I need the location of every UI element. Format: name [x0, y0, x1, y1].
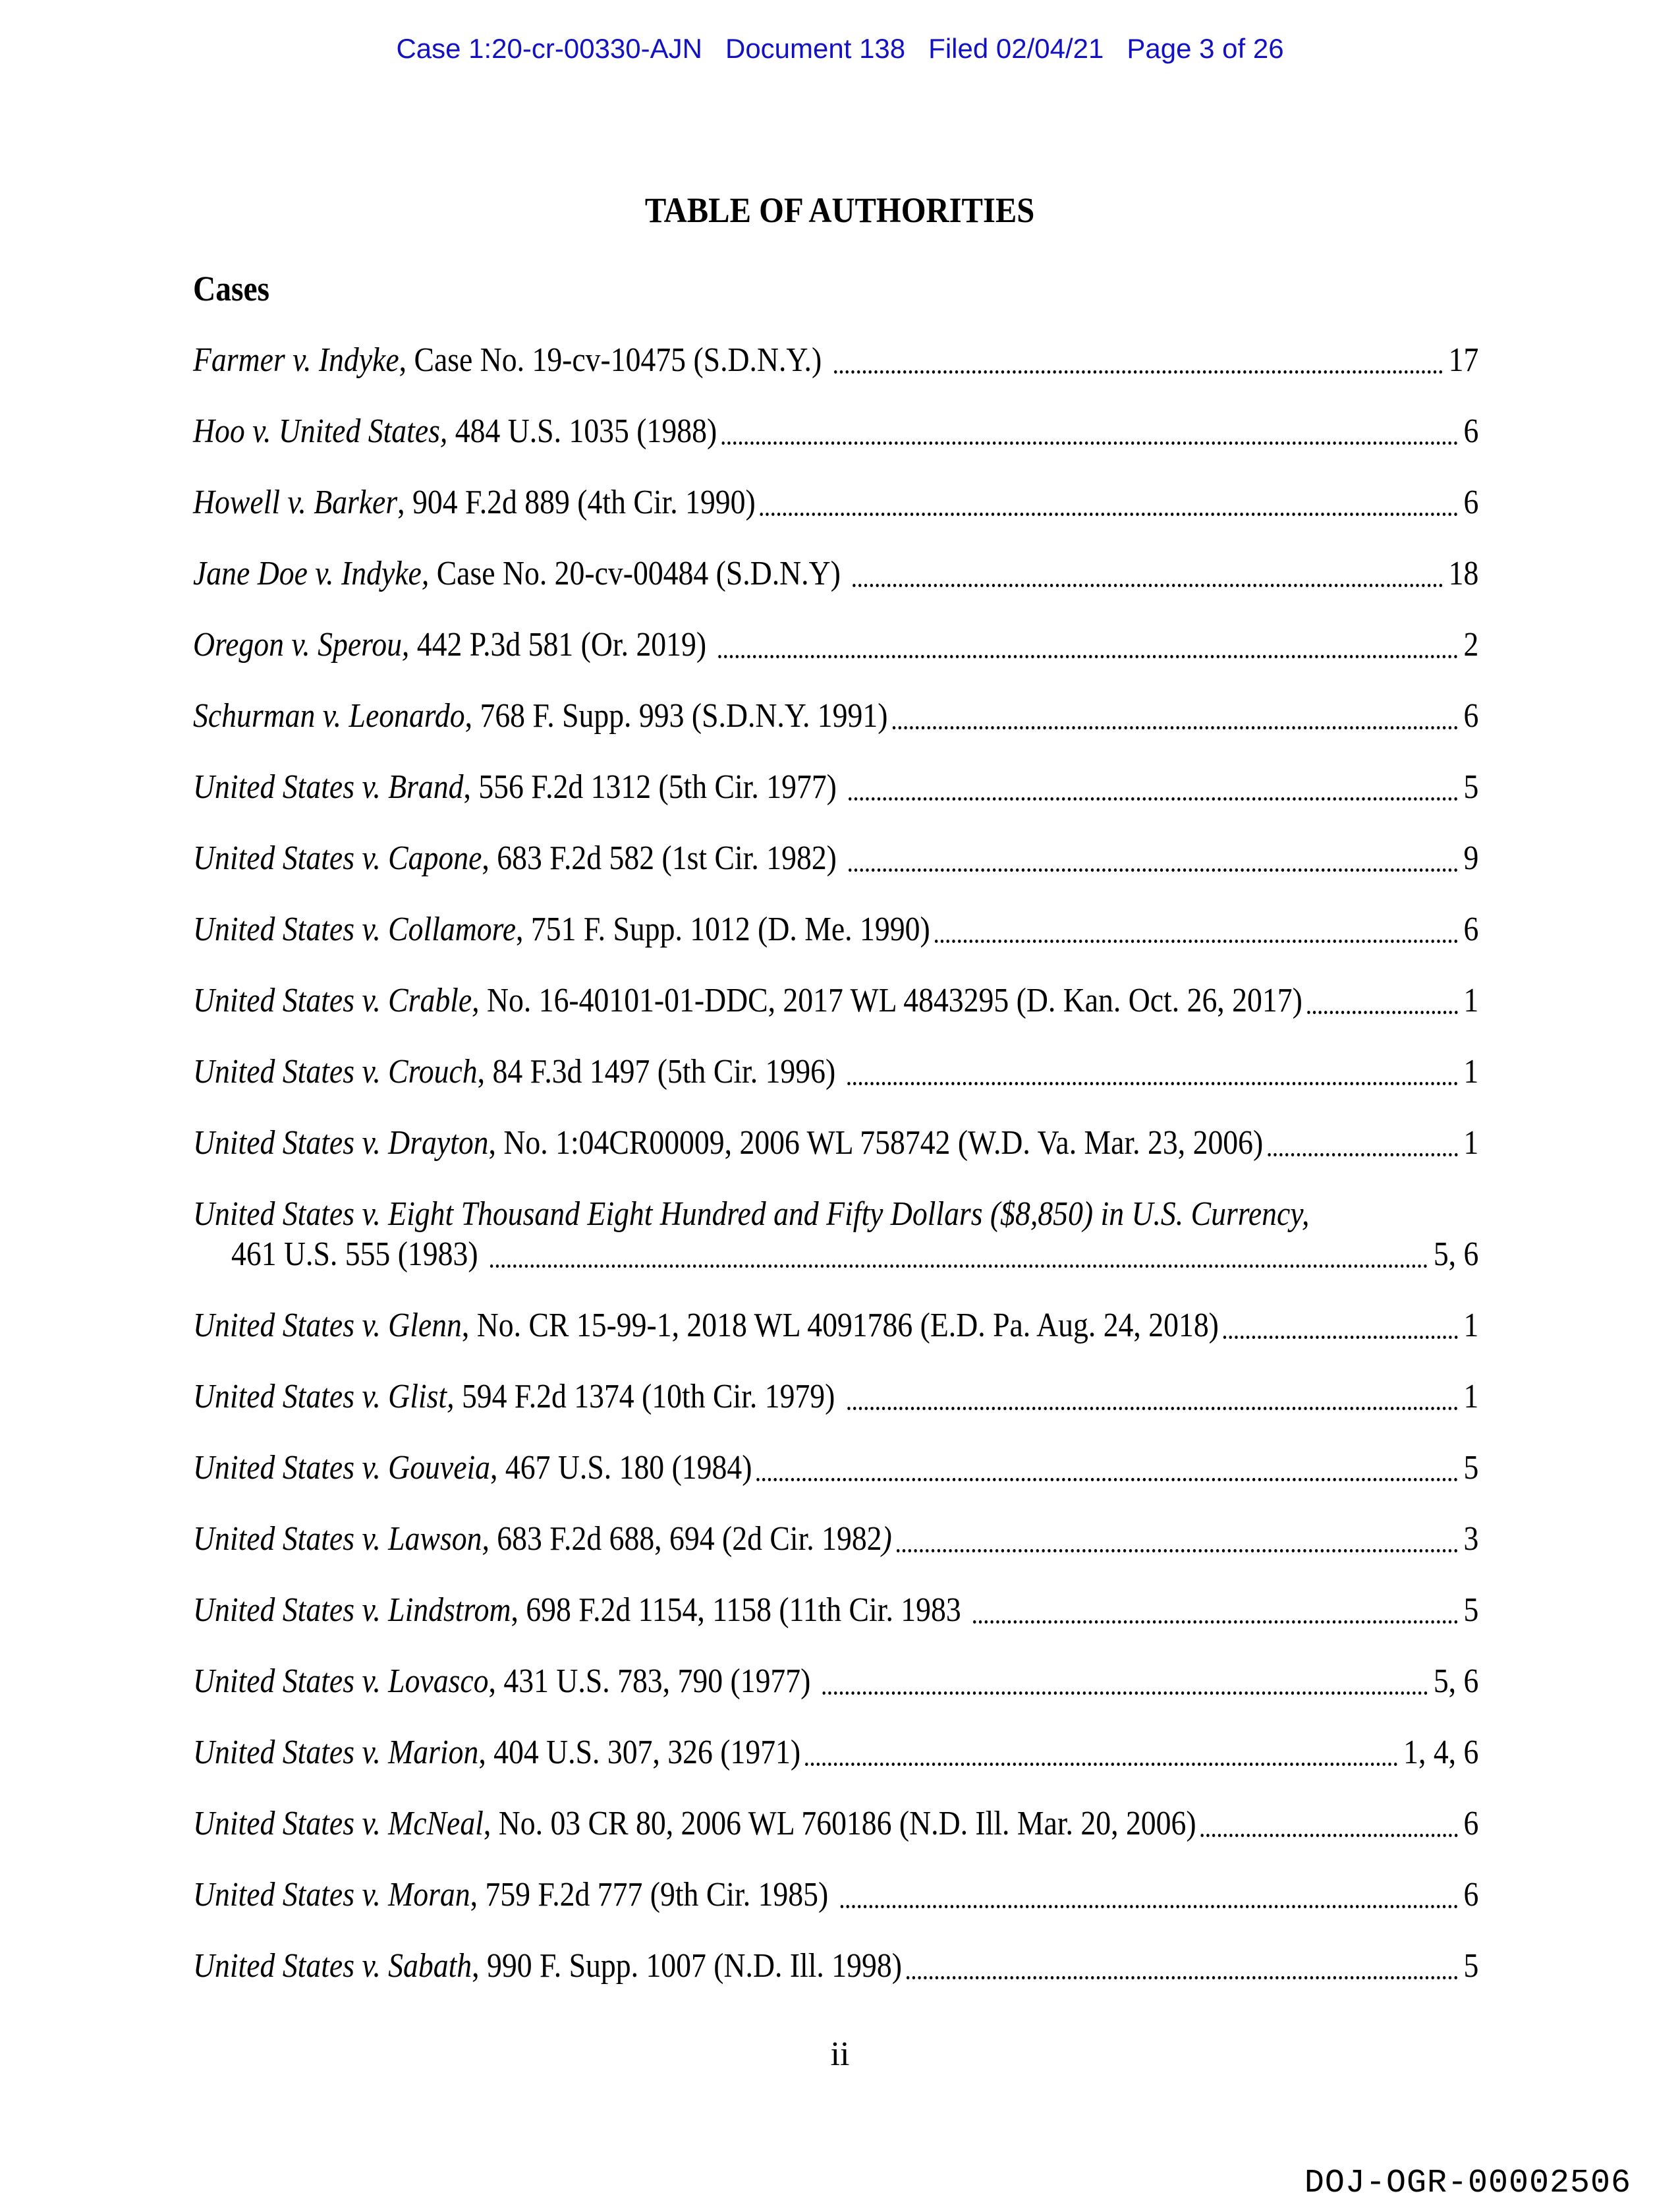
citation-text: No. 16-40101-01-DDC, 2017 WL 4843295 (D. Kan. Oct. 26, 2017) [479, 982, 1302, 1019]
page-title [0, 190, 1680, 230]
case-name: United States v. Glist, [193, 1378, 455, 1415]
toa-entry [193, 553, 1478, 594]
dot-leader [834, 370, 1443, 374]
toa-entry [193, 1123, 1478, 1163]
case-name: United States v. Lindstrom [193, 1591, 511, 1629]
toa-entry [193, 1590, 1478, 1630]
case-name: Oregon v. Sperou, [193, 626, 410, 664]
table-of-authorities [193, 269, 1478, 2017]
entry-page-number: 5 [1463, 768, 1479, 806]
dot-leader [897, 1549, 1458, 1552]
toa-entry-list [193, 340, 1478, 1986]
toa-entry [193, 696, 1478, 736]
case-name: United States v. Crouch [193, 1053, 478, 1091]
dot-leader [490, 1264, 1428, 1268]
case-name: Farmer v. Indyke [193, 341, 399, 379]
entry-page-number: 17 [1448, 341, 1479, 379]
entry-page-number: 6 [1463, 412, 1479, 450]
dot-leader [805, 1763, 1397, 1766]
case-name: United States v. Sabath [193, 1947, 472, 1985]
case-name: Schurman v. Leonardo [193, 697, 465, 735]
case-name: United States v. Capone [193, 839, 482, 877]
entry-page-number: 18 [1448, 555, 1479, 592]
citation-text: , 990 F. Supp. 1007 (N.D. Ill. 1998) [472, 1947, 902, 1985]
toa-entry [193, 1803, 1478, 1844]
dot-leader [935, 940, 1458, 943]
dot-leader [1268, 1153, 1457, 1156]
ecf-header-stamp: Case 1:20-cr-00330-AJN Document 138 Filed 02/04/21 Page 3 of 26 [396, 33, 1284, 64]
citation-text: Case No. 20-cv-00484 (S.D.N.Y) [429, 555, 849, 592]
citation-text: 461 U.S. 555 (1983) [231, 1235, 486, 1273]
case-name: United States v. Gouveia [193, 1449, 491, 1487]
entry-page-number: 1, 4, 6 [1403, 1734, 1479, 1771]
entry-page-number: 5, 6 [1433, 1662, 1479, 1700]
dot-leader [848, 1082, 1458, 1085]
dot-leader [1307, 1011, 1458, 1014]
toa-entry [193, 340, 1478, 380]
citation-text: , 467 U.S. 180 (1984) [490, 1449, 752, 1487]
toa-entry [193, 411, 1478, 451]
entry-page-number: 1 [1463, 1124, 1479, 1162]
entry-page-number: 1 [1463, 1307, 1479, 1344]
case-name-suffix: ) [882, 1520, 892, 1558]
case-name: United States v. Moran [193, 1876, 470, 1914]
entry-page-number: 5 [1463, 1591, 1479, 1629]
entry-page-number: 9 [1463, 839, 1479, 877]
dot-leader [849, 868, 1457, 872]
case-name: United States v. Marion [193, 1734, 479, 1771]
entry-page-number: 1 [1463, 982, 1479, 1019]
citation-text: 594 F.2d 1374 (10th Cir. 1979) [454, 1378, 843, 1415]
dot-leader [847, 1407, 1458, 1410]
dot-leader [1223, 1336, 1458, 1339]
entry-page-number: 3 [1463, 1520, 1479, 1558]
toa-entry [193, 909, 1478, 950]
toa-entry [193, 980, 1478, 1021]
dot-leader [849, 797, 1457, 801]
dot-leader [892, 726, 1457, 729]
toa-entry [193, 625, 1478, 665]
case-name: United States v. Crable, [193, 982, 480, 1019]
dot-leader [841, 1905, 1458, 1908]
dot-leader [760, 513, 1458, 516]
toa-entry [193, 1732, 1478, 1772]
entry-page-number: 6 [1463, 484, 1479, 521]
entry-page-number: 5 [1463, 1947, 1479, 1985]
dot-leader [721, 441, 1458, 445]
toa-entry [193, 838, 1478, 878]
entry-page-number: 5, 6 [1433, 1235, 1479, 1273]
case-name: United States v. McNeal [193, 1805, 484, 1842]
toa-entry [193, 1661, 1478, 1701]
toa-entry [193, 1234, 1478, 1274]
toa-entry [193, 1052, 1478, 1092]
citation-text: , 698 F.2d 1154, 1158 (11th Cir. 1983 [511, 1591, 969, 1629]
citation-text: , 759 F.2d 777 (9th Cir. 1985) [470, 1876, 836, 1914]
case-name: United States v. Glenn [193, 1307, 462, 1344]
citation-text: , No. CR 15-99-1, 2018 WL 4091786 (E.D. Pa. Aug. 24, 2018) [461, 1307, 1219, 1344]
bates-number: DOJ-OGR-00002506 [1304, 2165, 1631, 2202]
entry-page-number: 6 [1463, 697, 1479, 735]
toa-entry [193, 1448, 1478, 1488]
page-title-text: TABLE OF AUTHORITIES [645, 190, 1035, 230]
citation-text: , 768 F. Supp. 993 (S.D.N.Y. 1991) [464, 697, 888, 735]
case-name: Hoo v. United States, [193, 412, 448, 450]
citation-text: , No. 1:04CR00009, 2006 WL 758742 (W.D. Va. Mar. 23, 2006) [488, 1124, 1264, 1162]
case-name: United States v. Brand [193, 768, 464, 806]
citation-text: , 431 U.S. 783, 790 (1977) [488, 1662, 818, 1700]
toa-entry [193, 1875, 1478, 1915]
entry-page-number: 6 [1463, 911, 1479, 948]
toa-entry [193, 767, 1478, 807]
citation-text: , 404 U.S. 307, 326 (1971) [478, 1734, 801, 1771]
entry-page-number: 5 [1463, 1449, 1479, 1487]
entry-page-number: 1 [1463, 1053, 1479, 1091]
citation-text: , 84 F.3d 1497 (5th Cir. 1996) [477, 1053, 843, 1091]
dot-leader [907, 1976, 1458, 1979]
toa-entry [193, 1946, 1478, 1986]
case-name: United States v. Eight Thousand Eight Hundred and Fifty Dollars ($8,850) in U.S. Currency, [193, 1195, 1310, 1233]
folio-page-number: ii [830, 2035, 850, 2073]
case-name: Jane Doe v. Indyke, [193, 555, 430, 592]
case-name: Howell v. Barker [193, 484, 398, 521]
citation-text: , 683 F.2d 582 (1st Cir. 1982) [482, 839, 845, 877]
citation-text: 484 U.S. 1035 (1988) [447, 412, 717, 450]
case-name: United States v. Drayton [193, 1124, 489, 1162]
dot-leader [719, 655, 1458, 658]
entry-page-number: 1 [1463, 1378, 1479, 1415]
toa-entry [193, 1376, 1478, 1417]
citation-text: , Case No. 19-cv-10475 (S.D.N.Y.) [399, 341, 829, 379]
citation-text: , 556 F.2d 1312 (5th Cir. 1977) [463, 768, 845, 806]
dot-leader [853, 584, 1443, 587]
entry-page-number: 6 [1463, 1805, 1479, 1842]
citation-text: , 751 F. Supp. 1012 (D. Me. 1990) [516, 911, 930, 948]
case-name: United States v. Collamore [193, 911, 517, 948]
dot-leader [1201, 1834, 1458, 1837]
case-name: United States v. Lovasco [193, 1662, 489, 1700]
citation-text: , No. 03 CR 80, 2006 WL 760186 (N.D. Ill. Mar. 20, 2006) [483, 1805, 1196, 1842]
entry-page-number: 6 [1463, 1876, 1479, 1914]
toa-entry [193, 1194, 1478, 1234]
cases-section-heading: Cases [193, 269, 270, 308]
citation-text: 683 F.2d 688, 694 (2d Cir. 1982 [489, 1520, 882, 1558]
toa-entry [193, 1519, 1478, 1559]
toa-entry [193, 482, 1478, 523]
entry-page-number: 2 [1463, 626, 1479, 664]
dot-leader [973, 1620, 1458, 1624]
case-name: United States v. Lawson, [193, 1520, 490, 1558]
dot-leader [756, 1478, 1457, 1481]
dot-leader [823, 1691, 1428, 1695]
citation-text: 442 P.3d 581 (Or. 2019) [409, 626, 714, 664]
toa-entry [193, 1305, 1478, 1346]
citation-text: , 904 F.2d 889 (4th Cir. 1990) [397, 484, 756, 521]
